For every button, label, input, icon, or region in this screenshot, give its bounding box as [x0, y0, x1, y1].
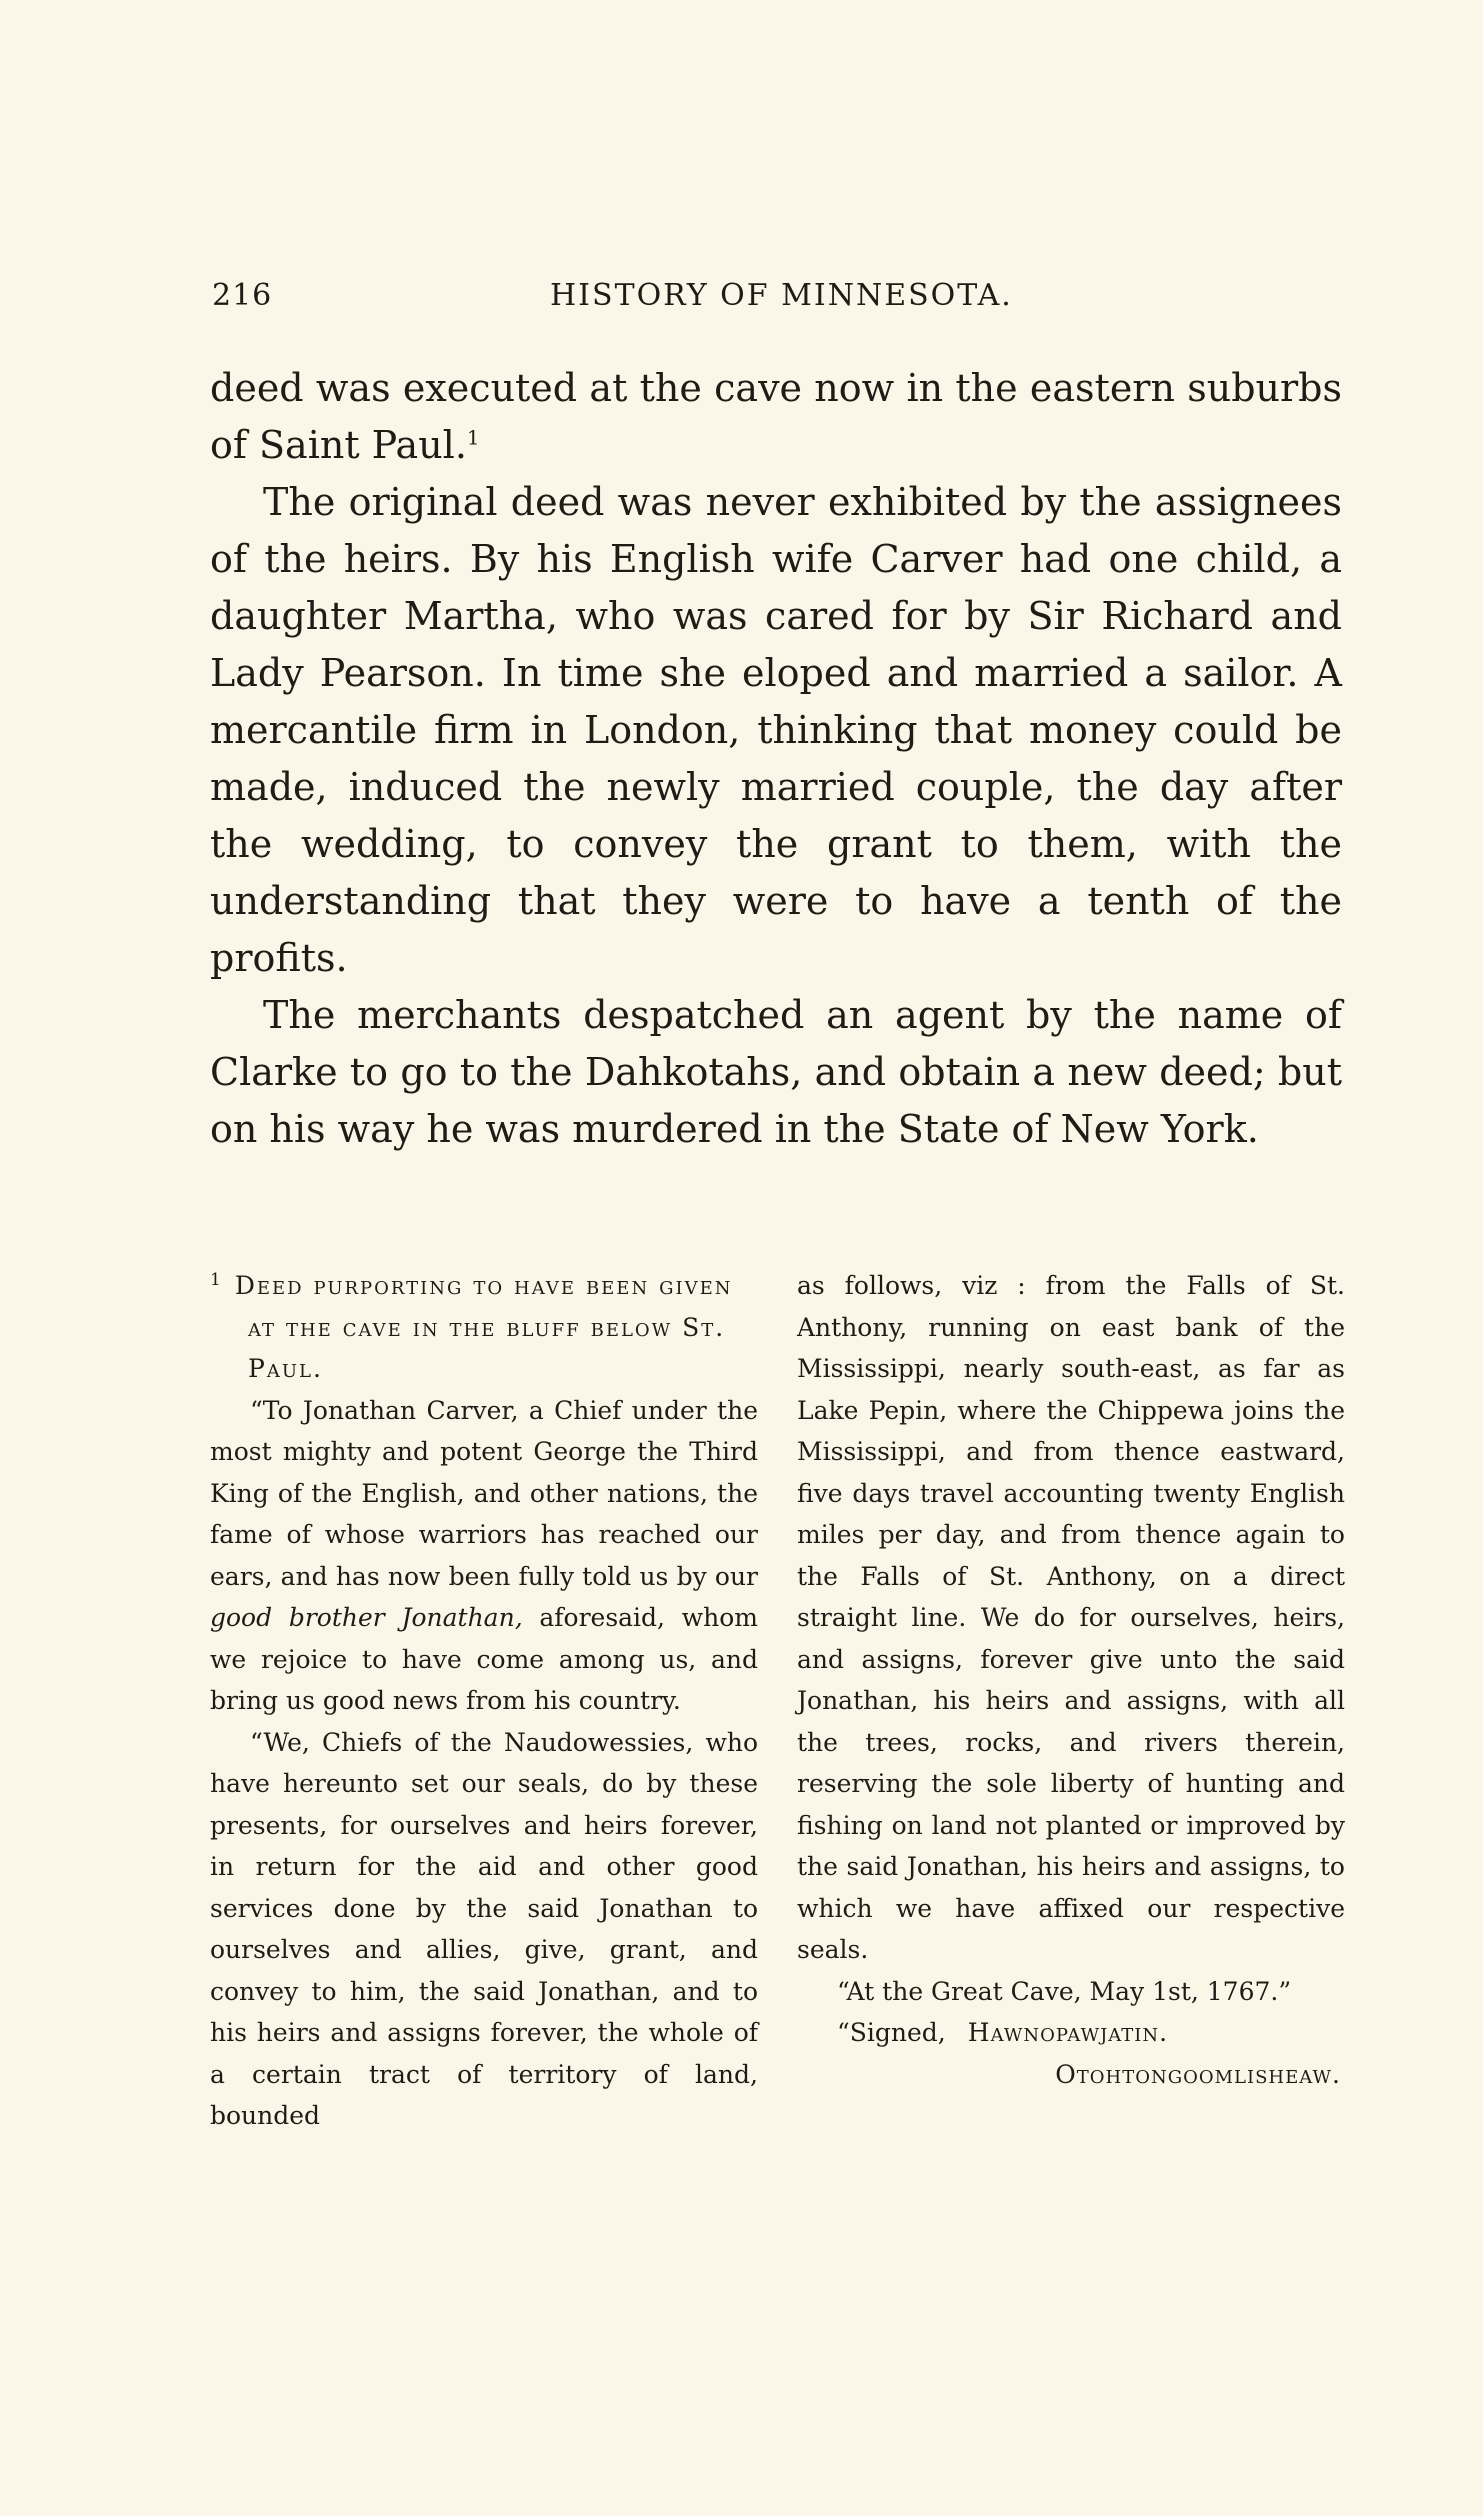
body-paragraph-3: The merchants despatched an agent by the name of Clarke to go to the Dahkotahs, and obtain a new deed; but on his way he was murdered in the State of New York.: [210, 993, 1342, 1151]
footnote-marker: 1: [210, 1269, 221, 1290]
signer-name-2: Otohtongoomlisheaw.: [1055, 2059, 1341, 2089]
running-title: HISTORY OF MINNESOTA.: [550, 278, 1013, 313]
footnote-paragraph-1-start: “To Jonathan Carver, a Chief under the most mighty and potent George the Third King of the English, and other nations, the fame of whose warriors has reached our ears, and has now been fully told us by our: [210, 1395, 758, 1591]
body-text: [210, 360, 1342, 1158]
footnote-reference: 1: [466, 425, 480, 450]
body-paragraph-2: The original deed was never exhibited by the assignees of the heirs. By his English wife Carver had one child, a daughter Martha, who was cared for by Sir Richard and Lady Pearson. In time she eloped and married a sailor. A mercantile firm in London, thinking that money could be made, induced the newly married couple, the day after the wedding, to convey the grant to them, with the understanding that they were to have a tenth of the profits.: [210, 480, 1342, 980]
footnote-heading: [210, 1265, 758, 1390]
signer-name-1: Hawnopawjatin.: [967, 2018, 1169, 2047]
footnote-paragraph-4: “At the Great Cave, May 1st, 1767.”: [837, 1976, 1292, 2006]
footnote-column-right: [797, 1265, 1345, 2137]
footnote-column-left: [210, 1265, 758, 2137]
footnote-italic-phrase: good brother Jonathan,: [210, 1603, 523, 1632]
footnote-block: [210, 1265, 1345, 2137]
footnote-paragraph-1-end: aforesaid, whom we rejoice to have come among us, and bring us good news from his country.: [210, 1603, 758, 1715]
body-paragraph-1-text: deed was executed at the cave now in the eastern suburbs of Saint Paul.: [210, 366, 1342, 467]
footnote-paragraph-1: [210, 1390, 758, 1722]
signature-line: [797, 2012, 1345, 2095]
signed-label: “Signed,: [837, 2018, 946, 2047]
page-number: 216: [212, 278, 273, 313]
body-paragraph-1: [210, 360, 1342, 474]
footnote-paragraph-3: as follows, viz : from the Falls of St. Anthony, running on east bank of the Mississippi, nearly south-east, as far as Lake Pepin, where the Chippewa joins the Mississippi, and from thence eastward, five days travel accounting twenty English miles per day, and from thence again to the Falls of St. Anthony, on a direct straight line. We do for ourselves, heirs, and assigns, forever give unto the said Jonathan, his heirs and assigns, with all the trees, rocks, and rivers therein, reserving the sole liberty of hunting and fishing on land not planted or improved by the said Jonathan, his heirs and assigns, to which we have affixed our respective seals.: [797, 1271, 1345, 1964]
footnote-heading-text: Deed purporting to have been given at the cave in the bluff below St. Paul.: [234, 1271, 733, 1383]
running-head: [212, 278, 1342, 318]
footnote-paragraph-2: “We, Chiefs of the Naudowessies, who have hereunto set our seals, do by these presents, for ourselves and heirs forever, in return for the aid and other good services done by the said Jonathan to ourselves and allies, give, grant, and convey to him, the said Jonathan, and to his heirs and assigns forever, the whole of a certain tract of territory of land, bounded: [210, 1727, 758, 2130]
